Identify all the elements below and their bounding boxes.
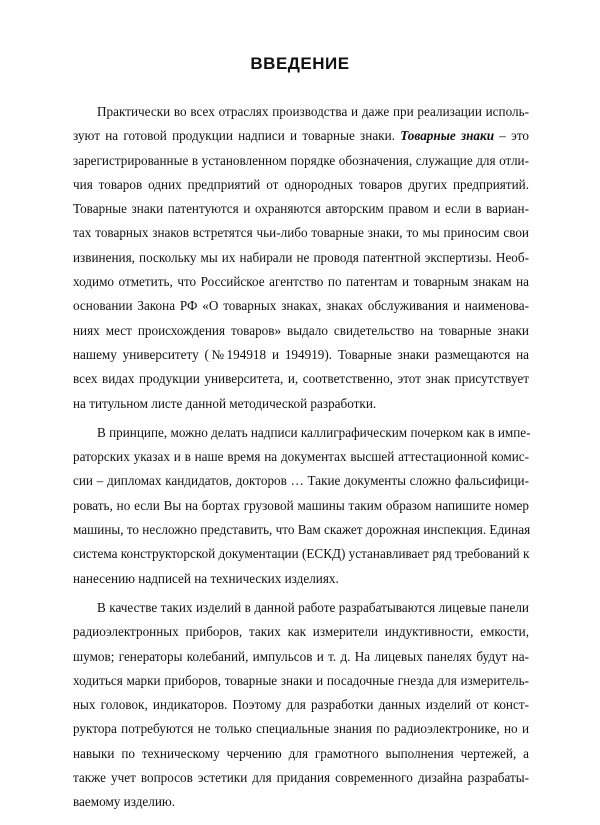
text-line: всех видах продукции университета, и, соответственно, этот знак присутствует bbox=[73, 371, 529, 387]
text-line: ходимо отметить, что Российское агентство по патентам и товарным знакам на bbox=[73, 274, 529, 290]
text-line: В принципе, можно делать надписи каллиграфическим почерком как в импе- bbox=[97, 424, 531, 440]
text-line: также учет вопросов эстетики для придания современного дизайна разрабаты- bbox=[73, 770, 529, 786]
text-line: тах товарных знаков встретятся чьи-либо товарные знаки, то мы приносим свои bbox=[73, 225, 529, 241]
text-line: шумов; генераторы колебаний, импульсов и т. д. На лицевых панелях будут на- bbox=[73, 648, 529, 664]
paragraph-1 bbox=[73, 100, 529, 416]
paragraph-3 bbox=[73, 596, 529, 815]
text-line: В качестве таких изделий в данной работе разрабатываются лицевые панели bbox=[97, 599, 529, 615]
page-title: ВВЕДЕНИЕ bbox=[250, 54, 350, 73]
text-line: извинения, поскольку мы их набирали не проводя патентной экспертизы. Необ- bbox=[73, 249, 529, 265]
text-line bbox=[73, 124, 529, 148]
text-line: система конструкторской документации (ЕСКД) устанавливает ряд требований к bbox=[73, 546, 530, 562]
paragraph-2 bbox=[73, 421, 529, 591]
text-line: ваемому изделию. bbox=[73, 794, 176, 810]
text-line: ходиться марки приборов, товарные знаки и посадочные гнезда для измеритель- bbox=[73, 672, 529, 688]
text-line: сии – дипломах кандидатов, докторов … Такие документы сложно фальсифици- bbox=[73, 473, 529, 489]
text-line: ных головок, индикаторов. Поэтому для разработки данных изделий от конст- bbox=[73, 697, 529, 713]
text-line: ниях мест происхождения товаров» выдало свидетельство на товарные знаки bbox=[73, 322, 529, 338]
text-line: основании Закона РФ «О товарных знаках, знаках обслуживания и наименова- bbox=[73, 298, 529, 314]
text-line: руктора потребуются не только специальные знания по радиоэлектронике, но и bbox=[73, 721, 529, 737]
document-body bbox=[73, 100, 529, 815]
text-line: радиоэлектронных приборов, таких как измерители индуктивности, емкости, bbox=[73, 624, 529, 640]
text-line: Товарные знаки патентуются и охраняются авторским правом и если в вариан- bbox=[73, 201, 529, 217]
text-line: зарегистрированные в установленном порядке обозначения, служащие для отли- bbox=[73, 152, 529, 168]
text-run: – это bbox=[494, 128, 530, 144]
text-line: раторских указах и в наше время на документах высшей аттестационной комис- bbox=[73, 449, 529, 465]
text-line: на титульном листе данной методической разработки. bbox=[73, 395, 377, 411]
text-line: ровать, но если Вы на бортах грузовой машины таким образом напишите номер bbox=[73, 497, 529, 513]
text-line: навыки по техническому черчению для грамотного выполнения чертежей, а bbox=[73, 745, 529, 761]
text-line: машины, то несложно представить, что Вам скажет дорожная инспекция. Единая bbox=[73, 522, 531, 538]
text-line: нанесению надписей на технических изделиях. bbox=[73, 570, 339, 586]
text-line: чия товаров одних предприятий от однородных товаров других предприятий. bbox=[73, 176, 529, 192]
text-line: нашему университету (№194918 и 194919). Товарные знаки размещаются на bbox=[73, 346, 529, 362]
text-line: Практически во всех отраслях производства и даже при реализации исполь- bbox=[97, 104, 529, 119]
term-highlight: Товарные знаки bbox=[400, 128, 495, 144]
text-run: зуют на готовой продукции надписи и товарные знаки. bbox=[73, 128, 395, 144]
